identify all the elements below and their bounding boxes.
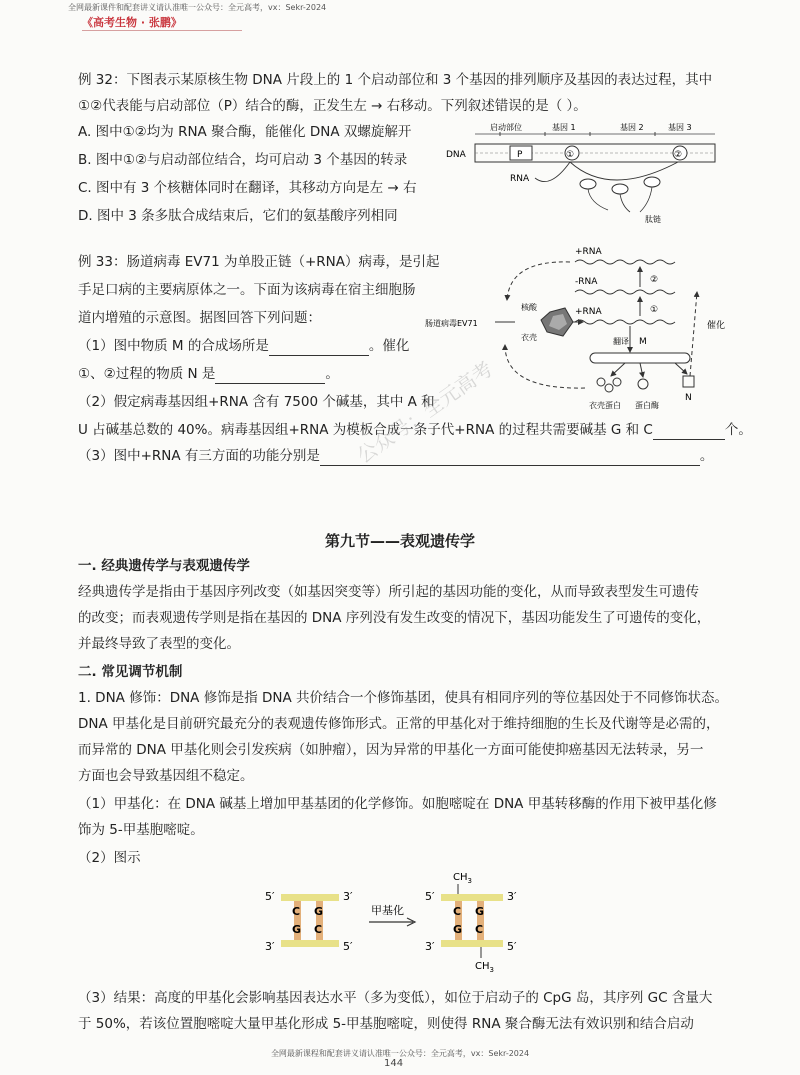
right-base-g2: G (475, 905, 485, 918)
left-base-g1: G (292, 923, 302, 936)
fig-virus-label: 肠道病毒EV71 (425, 319, 478, 328)
methylation-arrow-label: 甲基化 (371, 904, 404, 917)
left-bottom-3prime: 3′ (265, 940, 275, 953)
right-top-3prime: 3′ (507, 890, 517, 903)
q33-stem-line1: 例 33：肠道病毒 EV71 为单股正链（+RNA）病毒，是引起 (78, 254, 440, 270)
q33-stem-line3: 道内增殖的示意图。据图回答下列问题： (78, 310, 321, 326)
fig-enzyme-1-label: ① (566, 150, 575, 160)
left-base-c2: C (314, 923, 323, 936)
left-bottom-strand (281, 940, 339, 947)
left-top-strand (281, 894, 339, 901)
q33-sub3-line (78, 446, 713, 466)
q32-stem-line2: ①②代表能与启动部位（P）结合的酶，正发生左 → 右移动。下列叙述错误的是（ ）。 (78, 98, 587, 114)
q32-option-c: C. 图中有 3 个核糖体同时在翻译，其移动方向是左 → 右 (78, 180, 417, 196)
q32-stem-line1: 例 32：下图表示某原核生物 DNA 片段上的 1 个启动部位和 3 个基因的排列顺序及基因的表达过程，其中 (78, 72, 713, 88)
fig-rna-low-wave (575, 320, 675, 324)
fig-translate-label: 翻译 (613, 337, 629, 346)
fig-ribosome-2 (612, 184, 628, 194)
q33-blank-m-site[interactable] (269, 340, 369, 356)
q33-sub1-text-d: 。 (325, 366, 339, 382)
fig-peptide-label: 肽链 (645, 215, 661, 224)
fig-coat-label: 衣壳 (521, 333, 537, 342)
subheading-mechanisms: 二. 常见调节机制 (78, 664, 183, 680)
fig-gene1-label: 基因 1 (552, 123, 576, 132)
fig-protease (638, 379, 648, 389)
right-bottom-3prime: 3′ (425, 940, 435, 953)
fig-nucleic-label: 核酸 (521, 303, 537, 312)
left-top-3prime: 3′ (343, 890, 353, 903)
fig-enzyme-2-label: ② (674, 150, 683, 160)
left-top-5prime: 5′ (265, 890, 275, 903)
q33-sub1-line1 (78, 336, 409, 356)
fig-step-1-label: ① (650, 305, 659, 315)
left-base-c1: C (292, 905, 301, 918)
fig-m-polyprotein (590, 353, 690, 363)
q32-transcription-figure (440, 118, 730, 228)
q32-option-b: B. 图中①②与启动部位结合，均可启动 3 个基因的转录 (78, 152, 408, 168)
fig-n-label: N (685, 393, 692, 403)
para5-line1: （3）结果：高度的甲基化会影响基因表达水平（多为变低），如位于启动子的 CpG 岛，其序列 GC 含量大 (78, 990, 713, 1006)
left-bottom-5prime: 5′ (343, 940, 353, 953)
q33-sub3-text-b: 。 (699, 448, 714, 464)
fig-rna-low-label: +RNA (575, 307, 602, 317)
q33-sub3-text: （3）图中+RNA 有三方面的功能分别是 (78, 448, 320, 464)
right-bottom-strand (441, 940, 503, 947)
header-notice: 全网最新课件和配套讲义请认准唯一公众号：全元高考，vx：Sekr-2024 (68, 3, 327, 12)
fig-m-label: M (639, 337, 647, 347)
fig-rna-mid-label: -RNA (575, 277, 598, 287)
q33-sub2-text-c: 个。 (724, 422, 752, 438)
q32-option-d: D. 图中 3 条多肽合成结束后，它们的氨基酸序列相同 (78, 208, 398, 224)
methyl-bottom: $CH_3$ (475, 961, 494, 974)
footer-notice: 全网最新课程和配套讲义请认准唯一公众号：全元高考，vx：Sekr-2024 (270, 1049, 530, 1058)
para1-line1: 经典遗传学是指由于基因序列改变（如基因突变等）所引起的基因功能的变化，从而导致表型发生可遗传 (78, 584, 699, 600)
q33-sub2-line1: （2）假定病毒基因组+RNA 含有 7500 个碱基，其中 A 和 (78, 394, 435, 410)
q32-option-a: A. 图中①②均为 RNA 聚合酶，能催化 DNA 双螺旋解开 (78, 124, 412, 140)
right-base-c1: C (453, 905, 462, 918)
right-base-g1: G (453, 923, 463, 936)
subheading-classic-vs-epigenetic: 一. 经典遗传学与表观遗传学 (78, 558, 250, 574)
fig-promoter-label: 启动部位 (490, 123, 522, 132)
para1-line2: 的改变；而表观遗传学则是指在基因的 DNA 序列没有发生改变的情况下，基因功能发生了可遗传的变化， (78, 610, 711, 626)
fig-p-label: P (517, 150, 523, 160)
fig-ribosome-1 (580, 179, 596, 189)
fig-gene3-label: 基因 3 (668, 123, 692, 132)
methylation-figure (255, 868, 545, 978)
fig-gene2-label: 基因 2 (620, 123, 644, 132)
para3-line1: （1）甲基化：在 DNA 碱基上增加甲基基团的化学修饰。如胞嘧啶在 DNA 甲基转移酶的作用下被甲基化修 (78, 796, 717, 812)
q33-stem-line2: 手足口病的主要病原体之一。下面为该病毒在宿主细胞肠 (78, 282, 416, 298)
watermark: 公众号：全元高考 (352, 356, 498, 468)
section-title: 第九节——表观遗传学 (324, 532, 475, 550)
methyl-top: $CH_3$ (453, 872, 472, 885)
fig-step-2-label: ② (650, 275, 659, 285)
para2-line1: 1. DNA 修饰：DNA 修饰是指 DNA 共价结合一个修饰基团，使具有相同序列的等位基因处于不同修饰状态。 (78, 690, 729, 706)
q33-sub1-text: （1）图中物质 M 的合成场所是 (78, 338, 269, 354)
para2-line2: DNA 甲基化是目前研究最充分的表观遗传修饰形式。正常的甲基化对于维持细胞的生长及代谢等是必需的， (78, 716, 720, 732)
q33-sub2-text: U 占碱基总数的 40%。病毒基因组+RNA 为模板合成一条子代+RNA 的过程共需要碱基 G 和 C (78, 422, 653, 438)
brand-label: 《高考生物 · 张鹏》 (82, 16, 182, 29)
right-base-c2: C (475, 923, 484, 936)
fig-rna-top-label: +RNA (575, 247, 602, 257)
brand-underline (82, 30, 242, 31)
q33-blank-gc[interactable] (653, 424, 725, 440)
para1-line3: 并最终导致了表型的变化。 (78, 636, 240, 652)
right-bottom-5prime: 5′ (507, 940, 517, 953)
q33-blank-n[interactable] (215, 368, 325, 384)
fig-rna-top-wave (575, 260, 675, 264)
fig-protease-label: 蛋白酶 (635, 401, 659, 410)
fig-catalyze-label: 催化 (707, 321, 726, 331)
para2-line4: 方面也会导致基因组不稳定。 (78, 768, 254, 784)
page-number: 144 (384, 1058, 404, 1069)
q33-sub1-line2 (78, 364, 339, 384)
para3-line2: 饰为 5-甲基胞嘧啶。 (78, 822, 204, 838)
q33-sub1-text-b: 。催化 (368, 338, 410, 354)
q33-sub1-text-c: ①、②过程的物质 N 是 (78, 366, 216, 382)
right-top-5prime: 5′ (425, 890, 435, 903)
right-top-strand (441, 894, 503, 901)
fig-rna-label: RNA (510, 174, 530, 184)
fig-dna-label: DNA (446, 150, 466, 160)
fig-rna-mid-wave (575, 290, 675, 294)
fig-capsid-protein (597, 378, 605, 386)
left-base-g2: G (314, 905, 324, 918)
fig-capsid-label: 衣壳蛋白 (589, 401, 621, 410)
fig-n-box (683, 376, 694, 387)
para2-line3: 而异常的 DNA 甲基化则会引发疾病（如肿瘤），因为异常的甲基化一方面可能使抑癌基因无法转录，另一 (78, 742, 704, 758)
para5-line2: 于 50%，若该位置胞嘧啶大量甲基化形成 5-甲基胞嘧啶，则使得 RNA 聚合酶无法有效识别和结合启动 (78, 1016, 694, 1032)
para4-heading: （2）图示 (78, 850, 141, 866)
fig-ribosome-3 (644, 177, 660, 187)
